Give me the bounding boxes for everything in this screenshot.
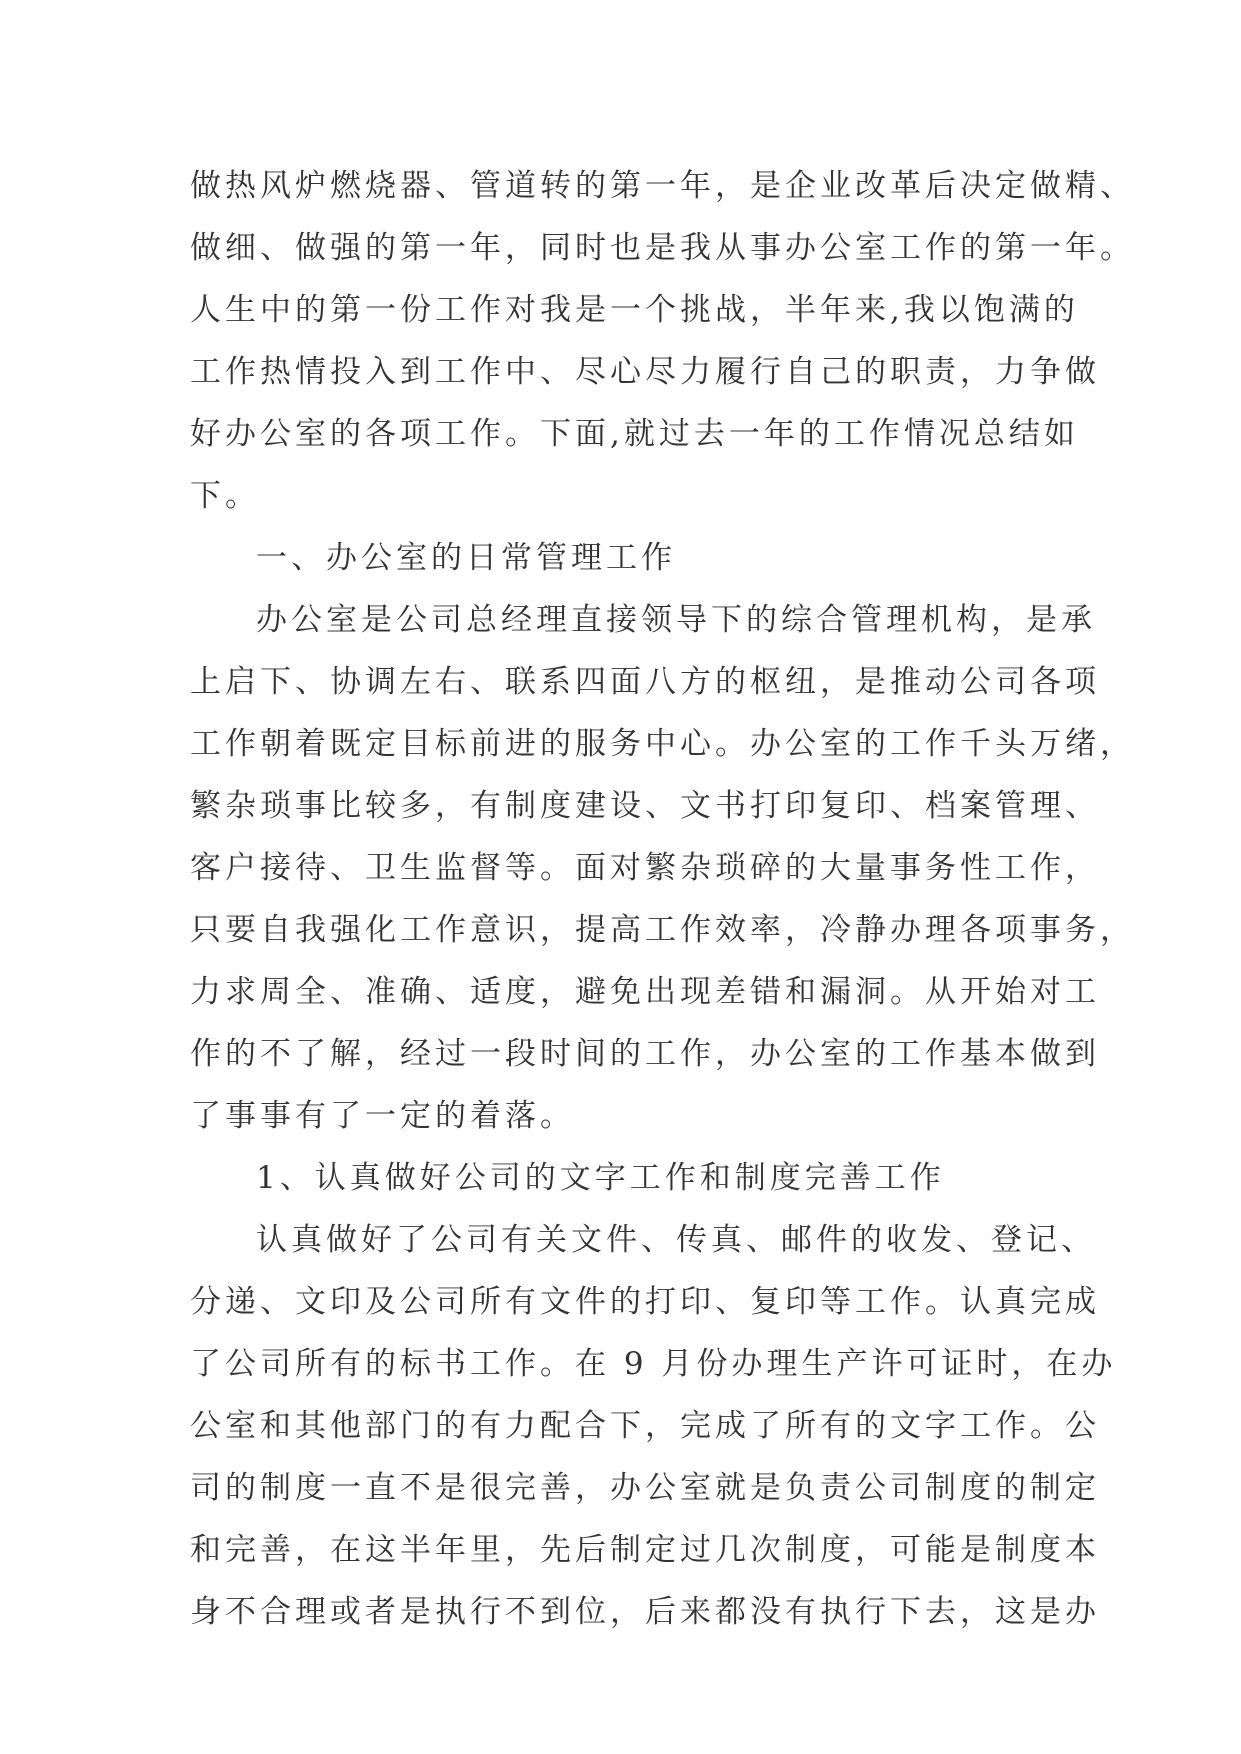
text-line: 做细、做强的第一年，同时也是我从事办公室工作的第一年。 bbox=[190, 230, 1135, 266]
text-line: 人生中的第一份工作对我是一个挑战，半年来,我以饱满的 bbox=[190, 292, 1079, 328]
text-line: 上启下、协调左右、联系四面八方的枢纽，是推动公司各项 bbox=[190, 664, 1100, 700]
text-line: 工作朝着既定目标前进的服务中心。办公室的工作千头万绪， bbox=[190, 726, 1135, 762]
text-line: 力求周全、准确、适度，避免出现差错和漏洞。从开始对工 bbox=[190, 974, 1100, 1010]
text-line: 下。 bbox=[190, 478, 260, 514]
document-body bbox=[190, 155, 1135, 1643]
subsection-heading bbox=[190, 1147, 1050, 1209]
paragraph-section-1-1 bbox=[190, 1209, 1117, 1643]
heading-text: 1、认真做好公司的文字工作和制度完善工作 bbox=[256, 1160, 945, 1196]
text-line: 好办公室的各项工作。下面,就过去一年的工作情况总结如 bbox=[190, 416, 1079, 452]
text-line: 只要自我强化工作意识，提高工作效率，冷静办理各项事务， bbox=[190, 912, 1135, 948]
text-line: 和完善，在这半年里，先后制定过几次制度，可能是制度本 bbox=[190, 1532, 1100, 1568]
text-line: 认真做好了公司有关文件、传真、邮件的收发、登记、 bbox=[256, 1222, 1096, 1258]
heading-text: 一、办公室的日常管理工作 bbox=[256, 540, 676, 576]
text-line: 了公司所有的标书工作。在 9 月份办理生产许可证时，在办 bbox=[190, 1346, 1117, 1382]
text-line: 作的不了解，经过一段时间的工作，办公室的工作基本做到 bbox=[190, 1036, 1100, 1072]
text-line: 工作热情投入到工作中、尽心尽力履行自己的职责，力争做 bbox=[190, 354, 1100, 390]
text-line: 办公室是公司总经理直接领导下的综合管理机构，是承 bbox=[256, 602, 1096, 638]
section-heading bbox=[190, 527, 1050, 589]
text-line: 身不合理或者是执行不到位，后来都没有执行下去，这是办 bbox=[190, 1594, 1100, 1630]
text-line: 司的制度一直不是很完善，办公室就是负责公司制度的制定 bbox=[190, 1470, 1100, 1506]
text-line: 了事事有了一定的着落。 bbox=[190, 1098, 575, 1134]
text-line: 客户接待、卫生监督等。面对繁杂琐碎的大量事务性工作， bbox=[190, 850, 1100, 886]
paragraph-section-1 bbox=[190, 589, 1135, 1147]
text-line: 分递、文印及公司所有文件的打印、复印等工作。认真完成 bbox=[190, 1284, 1100, 1320]
text-line: 做热风炉燃烧器、管道转的第一年，是企业改革后决定做精、 bbox=[190, 168, 1135, 204]
paragraph-intro bbox=[190, 155, 1135, 527]
text-line: 公室和其他部门的有力配合下，完成了所有的文字工作。公 bbox=[190, 1408, 1100, 1444]
text-line: 繁杂琐事比较多，有制度建设、文书打印复印、档案管理、 bbox=[190, 788, 1100, 824]
